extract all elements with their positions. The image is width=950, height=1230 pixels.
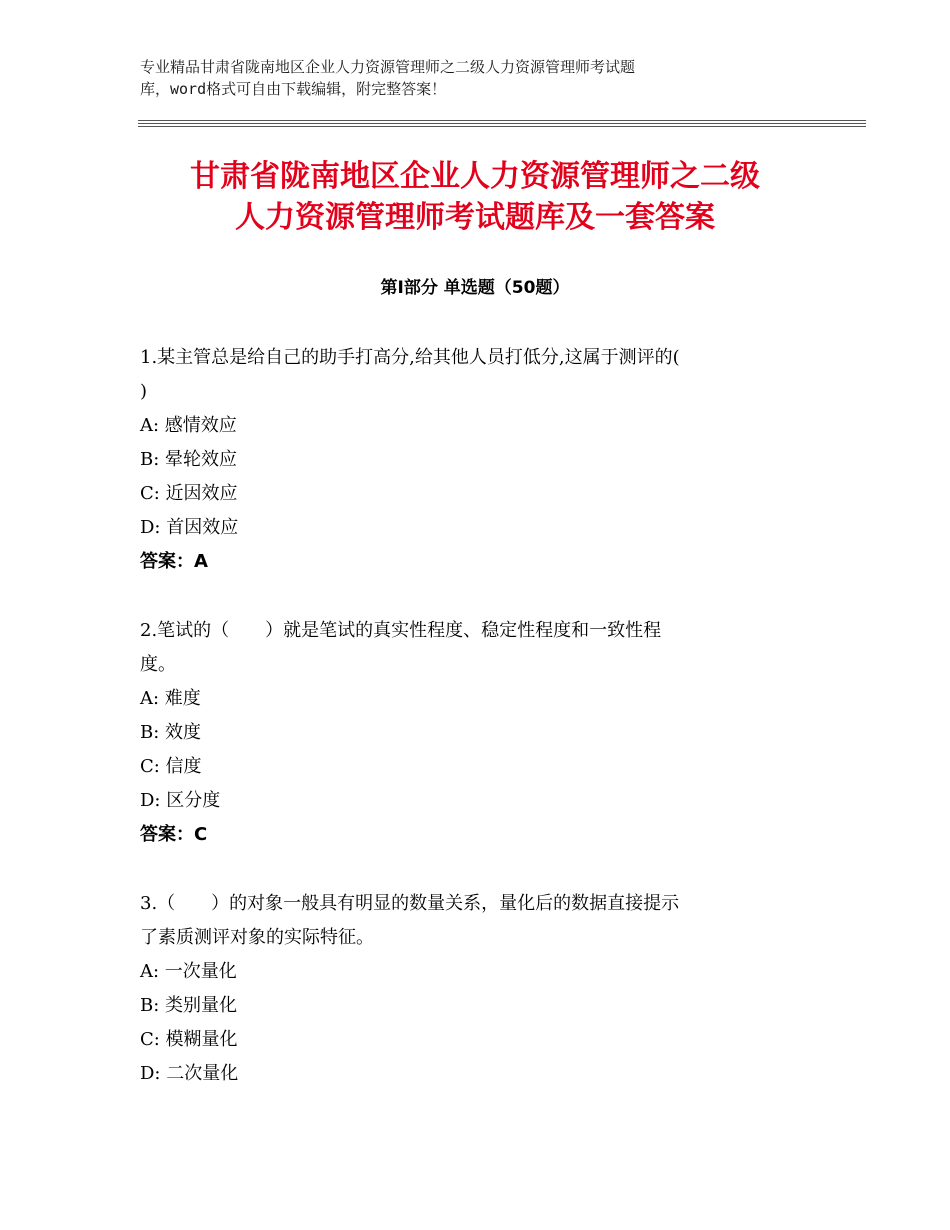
header-note-line: 库，word格式可自由下载编辑，附完整答案！	[140, 80, 447, 98]
header-divider	[138, 120, 866, 121]
question-stem-line: )	[140, 381, 148, 402]
question-item	[140, 887, 840, 1091]
option-a: A: 一次量化	[140, 961, 237, 982]
option-d: D: 区分度	[140, 790, 221, 811]
option-c: C: 信度	[140, 756, 202, 777]
question-stem-line: 2.笔试的（ ）就是笔试的真实性程度、稳定性程度和一致性程	[140, 620, 662, 641]
answer-line: 答案：C	[140, 824, 208, 845]
option-a: A: 感情效应	[140, 415, 237, 436]
question-stem-line: 3.（ ）的对象一般具有明显的数量关系，量化后的数据直接提示	[140, 893, 680, 914]
option-b: B: 晕轮效应	[140, 449, 238, 470]
document-title	[0, 156, 950, 238]
question-stem	[140, 614, 840, 682]
question-stem-line: 了素质测评对象的实际特征。	[140, 927, 374, 948]
header-note-line: 专业精品甘肃省陇南地区企业人力资源管理师之二级人力资源管理师考试题	[140, 58, 636, 76]
option-b: B: 类别量化	[140, 995, 238, 1016]
question-stem-line: 度。	[140, 654, 176, 675]
question-list	[140, 341, 840, 1126]
section-title: 第Ⅰ部分 单选题（50题）	[380, 278, 570, 298]
option-d: D: 二次量化	[140, 1063, 239, 1084]
option-d: D: 首因效应	[140, 517, 239, 538]
document-title-line: 甘肃省陇南地区企业人力资源管理师之二级	[190, 159, 760, 194]
question-stem	[140, 887, 840, 955]
header-note	[140, 56, 780, 100]
question-item	[140, 614, 840, 852]
question-stem	[140, 341, 840, 409]
option-b: B: 效度	[140, 722, 202, 743]
option-c: C: 近因效应	[140, 483, 238, 504]
answer-line: 答案：A	[140, 551, 208, 572]
document-title-line: 人力资源管理师考试题库及一套答案	[235, 200, 715, 235]
question-stem-line: 1.某主管总是给自己的助手打高分,给其他人员打低分,这属于测评的(	[140, 347, 680, 368]
option-a: A: 难度	[140, 688, 201, 709]
header-divider	[138, 123, 866, 124]
question-item	[140, 341, 840, 579]
option-c: C: 模糊量化	[140, 1029, 238, 1050]
header-divider	[138, 126, 866, 127]
